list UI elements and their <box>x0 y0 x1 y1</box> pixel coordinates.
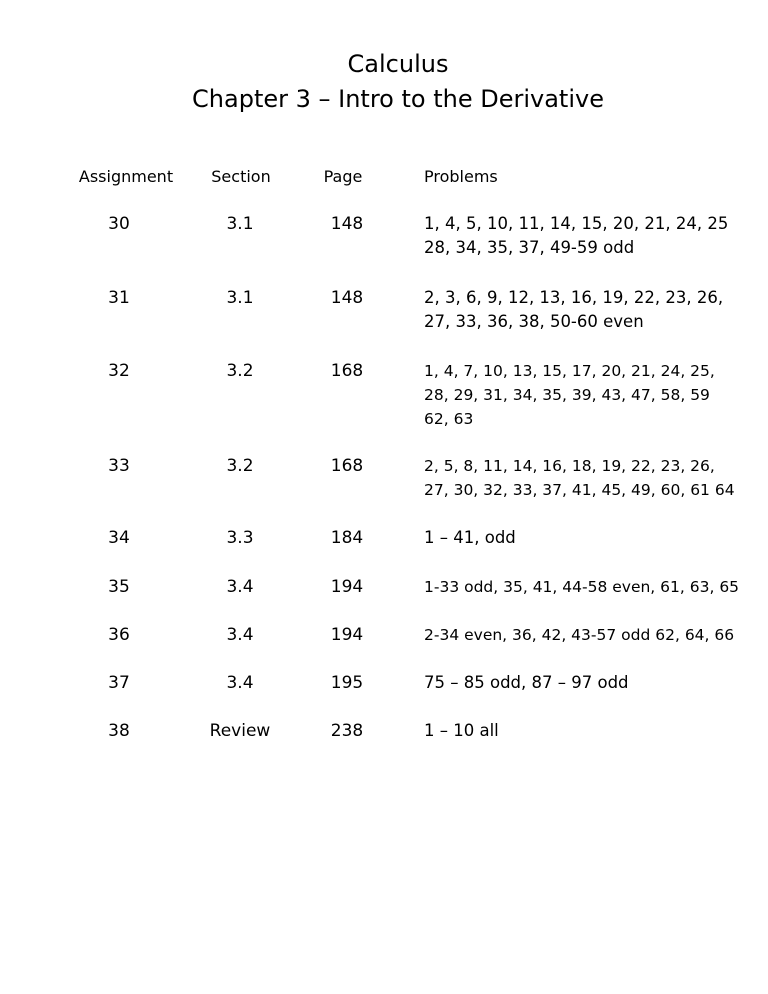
problems-list <box>424 671 764 695</box>
problems-list <box>424 286 764 334</box>
table-header <box>0 166 768 188</box>
header-page: Page <box>323 167 363 186</box>
page-number: 148 <box>330 288 364 308</box>
problems-line: 1 – 41, odd <box>424 528 516 547</box>
problems-list <box>424 212 764 260</box>
assignment-number: 34 <box>108 528 130 548</box>
problems-list <box>424 575 764 599</box>
problems-line: 28, 29, 31, 34, 35, 39, 43, 47, 58, 59 <box>424 386 710 404</box>
problems-line: 27, 33, 36, 38, 50-60 even <box>424 312 644 331</box>
section-number: Review <box>209 721 271 741</box>
problems-line: 2, 5, 8, 11, 14, 16, 18, 19, 22, 23, 26, <box>424 457 715 475</box>
problems-line: 1, 4, 5, 10, 11, 14, 15, 20, 21, 24, 25 <box>424 214 729 233</box>
section-number: 3.4 <box>226 577 254 597</box>
assignment-number: 37 <box>108 673 130 693</box>
problems-line: 1-33 odd, 35, 41, 44-58 even, 61, 63, 65 <box>424 578 740 596</box>
page-number: 168 <box>330 361 364 381</box>
header-assignment: Assignment <box>78 167 174 186</box>
problems-list <box>424 454 764 502</box>
section-number: 3.4 <box>226 673 254 693</box>
problems-line: 62, 63 <box>424 410 474 428</box>
problems-line: 28, 34, 35, 37, 49-59 odd <box>424 238 635 257</box>
header-problems: Problems <box>424 167 498 186</box>
problems-line: 75 – 85 odd, 87 – 97 odd <box>424 673 629 692</box>
problems-list <box>424 719 764 743</box>
page-number: 148 <box>330 214 364 234</box>
assignment-number: 35 <box>108 577 130 597</box>
problems-list <box>424 359 764 431</box>
problems-line: 1 – 10 all <box>424 721 499 740</box>
assignment-number: 32 <box>108 361 130 381</box>
page-number: 168 <box>330 456 364 476</box>
assignment-number: 33 <box>108 456 130 476</box>
problems-list <box>424 623 764 647</box>
page-number: 195 <box>330 673 364 693</box>
document-title: Calculus <box>347 50 449 78</box>
header-section: Section <box>211 167 271 186</box>
section-number: 3.2 <box>226 456 254 476</box>
page-number: 194 <box>330 625 364 645</box>
problems-line: 2, 3, 6, 9, 12, 13, 16, 19, 22, 23, 26, <box>424 288 724 307</box>
section-number: 3.2 <box>226 361 254 381</box>
assignment-number: 36 <box>108 625 130 645</box>
problems-list <box>424 526 764 550</box>
problems-line: 2-34 even, 36, 42, 43-57 odd 62, 64, 66 <box>424 626 735 644</box>
document-subtitle: Chapter 3 – Intro to the Derivative <box>192 85 604 113</box>
page-number: 184 <box>330 528 364 548</box>
section-number: 3.3 <box>226 528 254 548</box>
assignment-number: 38 <box>108 721 130 741</box>
page-number: 194 <box>330 577 364 597</box>
section-number: 3.4 <box>226 625 254 645</box>
problems-line: 1, 4, 7, 10, 13, 15, 17, 20, 21, 24, 25, <box>424 362 715 380</box>
assignment-number: 31 <box>108 288 130 308</box>
page-number: 238 <box>330 721 364 741</box>
problems-line: 27, 30, 32, 33, 37, 41, 45, 49, 60, 61 64 <box>424 481 735 499</box>
section-number: 3.1 <box>226 288 254 308</box>
assignment-number: 30 <box>108 214 130 234</box>
section-number: 3.1 <box>226 214 254 234</box>
